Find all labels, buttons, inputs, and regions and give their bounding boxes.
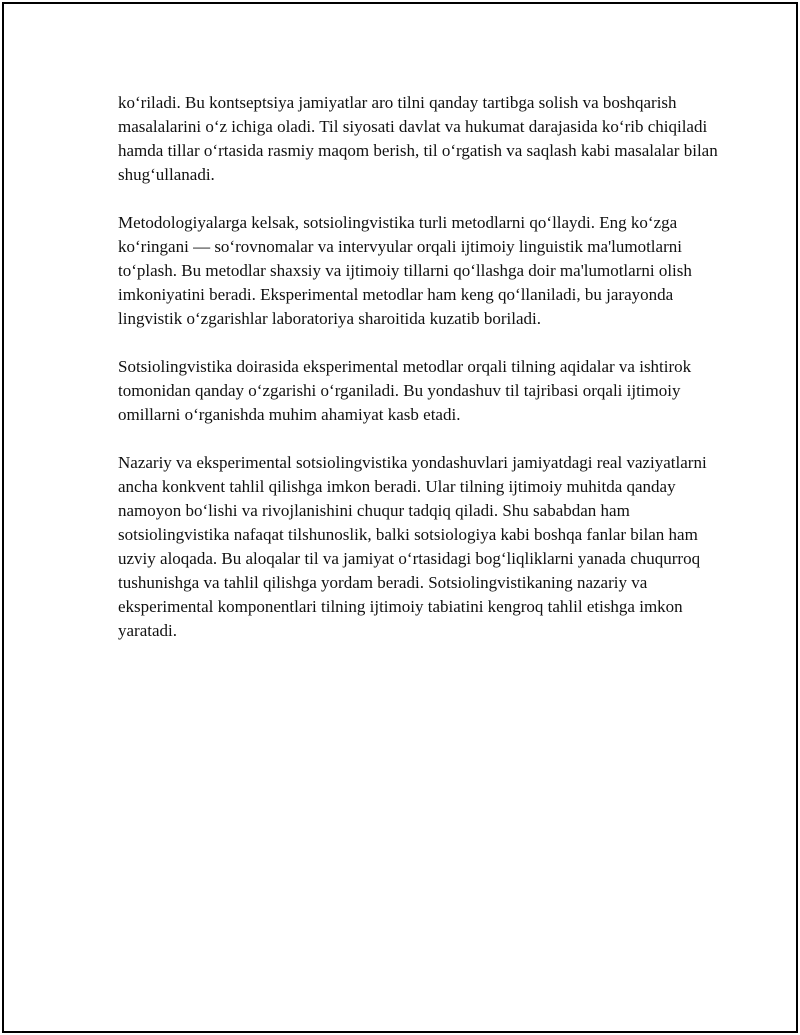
document-body — [118, 91, 718, 667]
paragraph-experimental-methods: Sotsiolingvistika doirasida eksperimental metodlar orqali tilning aqidalar va ishtirok tomonidan qanday o‘zgarishi o‘rganiladi. Bu yondashuv til tajribasi orqali ijtimoiy omillarni o‘rganishda muhim ahamiyat kasb etadi. — [118, 357, 692, 424]
paragraph-language-policy: ko‘riladi. Bu kontseptsiya jamiyatlar aro tilni qanday tartibga solish va boshqarish masalalarini o‘z ichiga oladi. Til siyosati davlat va hukumat darajasida ko‘rib chiqiladi hamda tillar o‘rtasida rasmiy maqom berish, til o‘rgatish va saqlash kabi masalalar bilan shug‘ullanadi. — [118, 93, 718, 184]
paragraph-theoretical-approaches: Nazariy va eksperimental sotsiolingvistika yondashuvlari jamiyatdagi real vaziyatlarni ancha konkvent tahlil qilishga imkon beradi. Ular tilning ijtimoiy muhitda qanday namoyon bo‘lishi va rivojlanishini chuqur tadqiq qiladi. Shu sababdan ham sotsiolingvistika nafaqat tilshunoslik, balki sotsiologiya kabi boshqa fanlar bilan ham uzviy aloqada. Bu aloqalar til va jamiyat o‘rtasidagi bog‘liqliklarni yanada chuqurroq tushunishga va tahlil qilishga yordam beradi. Sotsiolingvistikaning nazariy va eksperimental komponentlari tilning ijtimoiy tabiatini kengroq tahlil etishga imkon yaratadi. — [118, 453, 707, 640]
paragraph-methodologies: Metodologiyalarga kelsak, sotsiolingvistika turli metodlarni qo‘llaydi. Eng ko‘zga ko‘ringani — so‘rovnomalar va intervyular orqali ijtimoiy linguistik ma'lumotlarni to‘plash. Bu metodlar shaxsiy va ijtimoiy tillarni qo‘llashga doir ma'lumotlarni olish imkoniyatini beradi. Eksperimental metodlar ham keng qo‘llaniladi, bu jarayonda lingvistik o‘zgarishlar laboratoriya sharoitida kuzatib boriladi. — [118, 213, 692, 328]
